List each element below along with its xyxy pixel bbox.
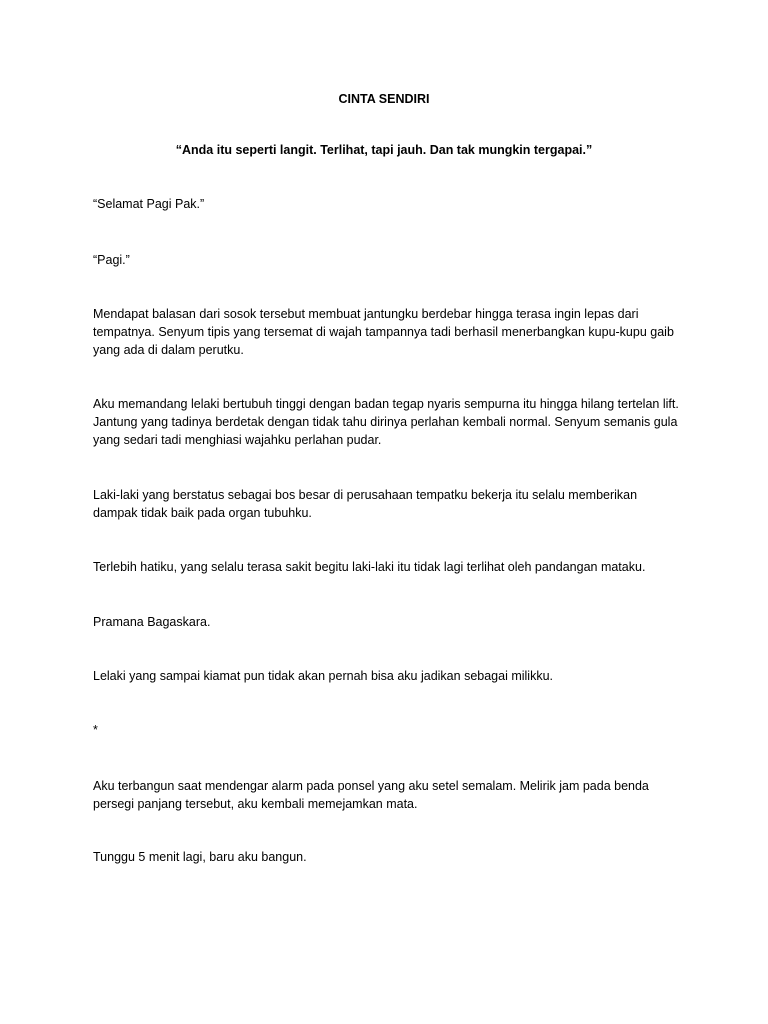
paragraph-4: Aku memandang lelaki bertubuh tinggi dengan badan tegap nyaris sempurna itu hingga hilang tertelan lift. Jantung yang tadinya berdetak dengan tidak tahu dirinya perlahan kembali normal. Senyum semanis gula yang sedari tadi menghiasi wajahku perlahan pudar. — [93, 397, 679, 447]
section-separator: * — [93, 723, 98, 737]
paragraph-9: Aku terbangun saat mendengar alarm pada ponsel yang aku setel semalam. Melirik jam pada benda persegi panjang tersebut, aku kembali memejamkan mata. — [93, 779, 649, 811]
paragraph-5: Laki-laki yang berstatus sebagai bos besar di perusahaan tempatku bekerja itu selalu memberikan dampak tidak baik pada organ tubuhku. — [93, 488, 638, 520]
paragraph-7: Pramana Bagaskara. — [93, 615, 211, 629]
epigraph-quote: “Anda itu seperti langit. Terlihat, tapi jauh. Dan tak mungkin tergapai.” — [175, 143, 593, 157]
paragraph-10: Tunggu 5 menit lagi, baru aku bangun. — [93, 850, 307, 864]
paragraph-1: “Selamat Pagi Pak.” — [93, 197, 205, 211]
document-title: CINTA SENDIRI — [338, 92, 430, 106]
paragraph-2: “Pagi.” — [93, 253, 130, 267]
paragraph-3: Mendapat balasan dari sosok tersebut membuat jantungku berdebar hingga terasa ingin lepas dari tempatnya. Senyum tipis yang tersemat di wajah tampannya tadi berhasil menerbangkan kupu-kupu gaib yang ada di dalam perutku. — [93, 307, 674, 357]
paragraph-8: Lelaki yang sampai kiamat pun tidak akan pernah bisa aku jadikan sebagai milikku. — [93, 669, 553, 683]
paragraph-6: Terlebih hatiku, yang selalu terasa sakit begitu laki-laki itu tidak lagi terlihat oleh pandangan mataku. — [93, 560, 646, 574]
